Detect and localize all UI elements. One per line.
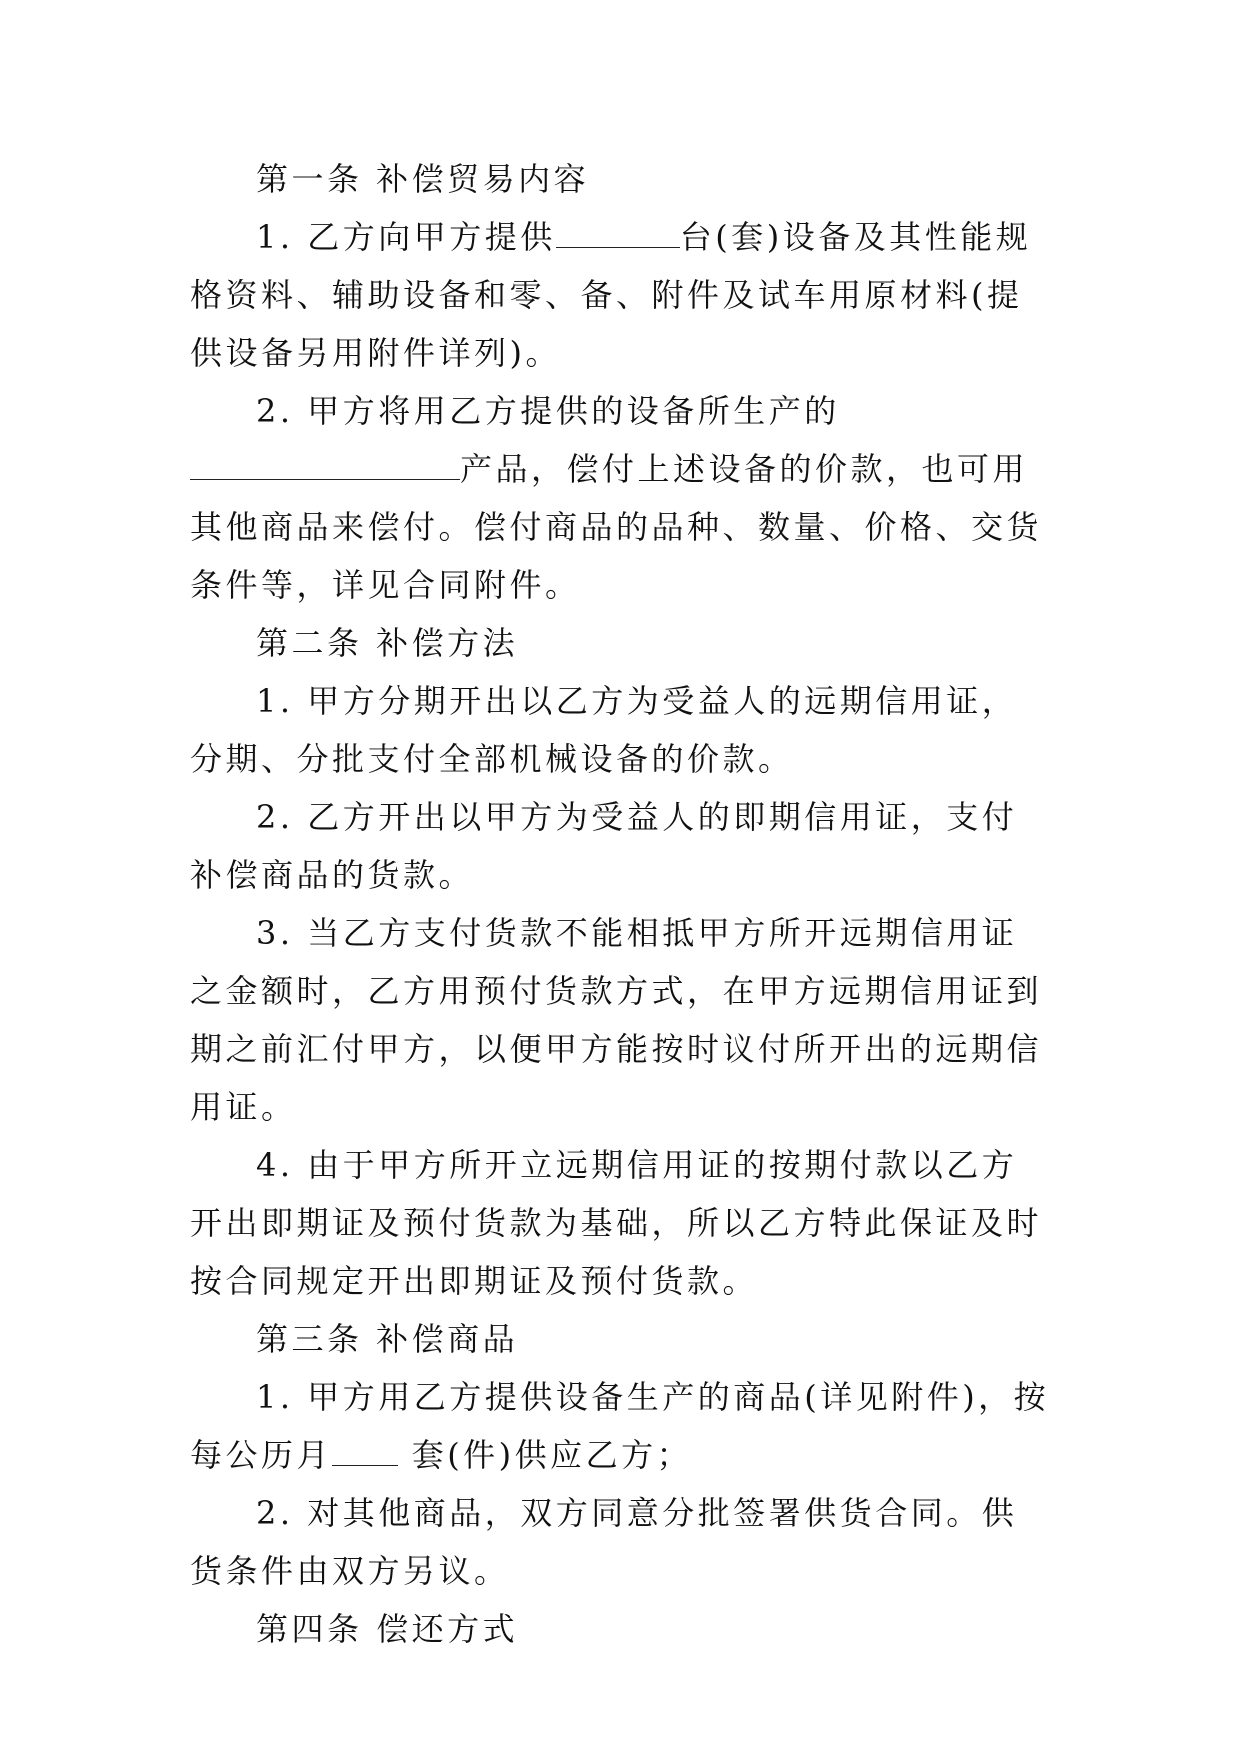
article-1-heading: 第一条 补偿贸易内容 [256,160,590,198]
clause-text: 2. 甲方将用乙方提供的设备所生产的 [256,392,840,430]
fill-in-blank[interactable] [332,1431,398,1466]
fill-in-blank[interactable] [190,445,460,480]
article-4-heading: 第四条 偿还方式 [256,1610,519,1648]
article-2-clause-4: 4. 由于甲方所开立远期信用证的按期付款以乙方开出即期证及预付货款为基础，所以乙方特此保证及时按合同规定开出即期证及预付货款。 [190,1146,1043,1300]
clause-text: 套(件)供应乙方； [398,1436,693,1474]
clause-text: 产品，偿付上述设备的价款，也可用其他商品来偿付。偿付商品的品种、数量、价格、交货条件等，详见合同附件。 [190,450,1043,604]
clause-text: 1. 甲方用乙方提供设备生产的商品(详见附件)，按每公历月 [190,1378,1050,1474]
article-2-clause-2: 2. 乙方开出以甲方为受益人的即期信用证，支付补偿商品的货款。 [190,798,1018,894]
fill-in-blank[interactable] [556,213,680,248]
article-3-clause-1 [190,1368,1052,1484]
article-3-heading: 第三条 补偿商品 [256,1320,519,1358]
clause-text: 1. 乙方向甲方提供 [256,218,556,256]
clause-text: 台(套)设备及其性能规格资料、辅助设备和零、备、附件及试车用原材料(提供设备另用附件详列)。 [190,218,1032,372]
article-1-clause-2 [190,382,1052,614]
article-2-heading: 第二条 补偿方法 [256,624,519,662]
article-2-clause-1: 1. 甲方分期开出以乙方为受益人的远期信用证，分期、分批支付全部机械设备的价款。 [190,682,1018,778]
contract-body [190,150,1052,1658]
article-3-clause-2: 2. 对其他商品，双方同意分批签署供货合同。供货条件由双方另议。 [190,1494,1018,1590]
article-1-clause-1 [190,208,1052,382]
article-2-clause-3: 3. 当乙方支付货款不能相抵甲方所开远期信用证之金额时，乙方用预付货款方式，在甲方远期信用证到期之前汇付甲方，以便甲方能按时议付所开出的远期信用证。 [190,914,1043,1126]
